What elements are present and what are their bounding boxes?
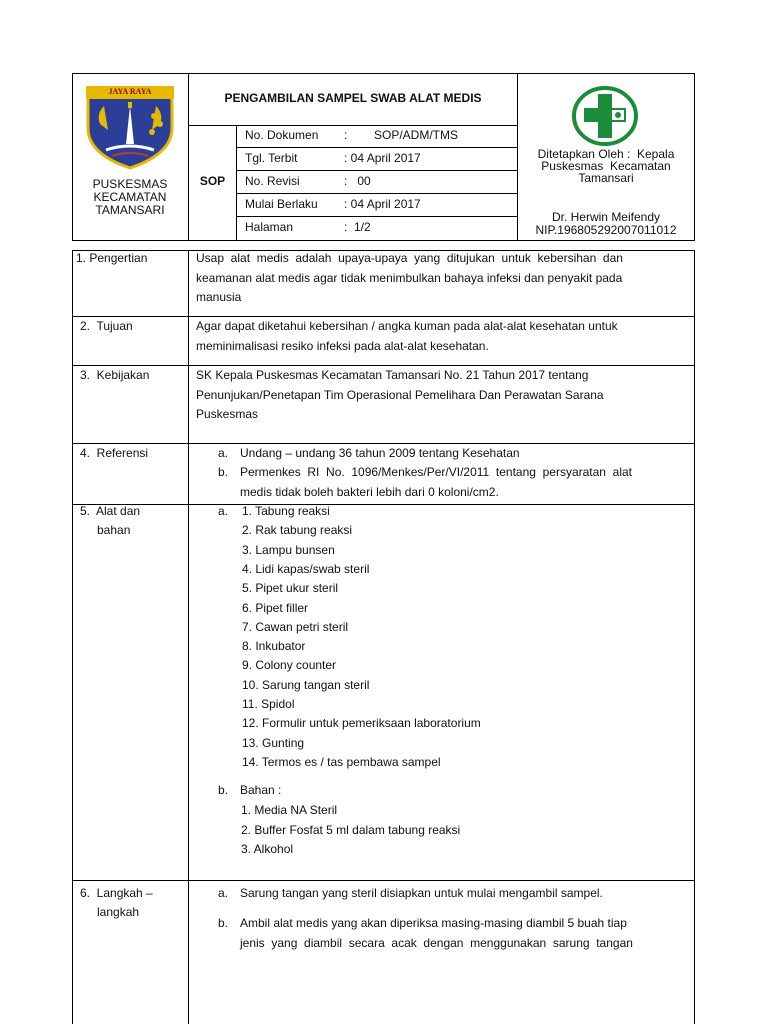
field-value: : 00 — [344, 174, 371, 188]
list-item: medis tidak boleh bakteri lebih dari 0 koloni/cm2. — [240, 485, 499, 499]
list-item: 8. Inkubator — [242, 639, 306, 654]
field-label: No. Dokumen — [245, 128, 319, 142]
list-marker: a. — [218, 886, 229, 900]
logo-banner-text: JAYA RAYA — [108, 87, 152, 96]
list-item: 11. Spidol — [242, 697, 295, 711]
body-line: Penunjukan/Penetapan Tim Operasional Pemelihara Dan Perawatan Sarana — [196, 387, 604, 402]
sop-label: SOP — [199, 174, 226, 188]
list-marker: b. — [218, 916, 229, 930]
approval-line: Tamansari — [578, 171, 634, 185]
list-item: 13. Gunting — [242, 735, 305, 750]
section-label-alat: bahan — [97, 523, 131, 537]
org-name-line: TAMANSARI — [95, 203, 165, 217]
field-value: : SOP/ADM/TMS — [344, 128, 459, 142]
field-value: : 04 April 2017 — [344, 151, 421, 165]
body-line: SK Kepala Puskesmas Kecamatan Tamansari No. 21 Tahun 2017 tentang — [196, 368, 589, 382]
list-item: 7. Cawan petri steril — [242, 619, 349, 634]
list-item: Sarung tangan yang steril disiapkan untuk mulai mengambil sampel. — [240, 886, 603, 900]
field-label: No. Revisi — [245, 174, 300, 188]
list-item: 5. Pipet ukur steril — [242, 581, 339, 596]
approval-line: Puskesmas Kecamatan — [541, 159, 671, 173]
body-line: meminimalisasi resiko infeksi pada alat-alat kesehatan. — [196, 338, 489, 353]
jaya-raya-logo — [82, 84, 178, 170]
body-line: Puskesmas — [196, 407, 259, 421]
org-name-line: PUSKESMAS — [92, 177, 168, 191]
list-item: Permenkes RI No. 1096/Menkes/Per/VI/2011 tentang persyaratan alat — [240, 465, 632, 479]
list-marker: a. — [218, 504, 229, 518]
list-marker: b. — [218, 783, 229, 797]
list-item: Undang – undang 36 tahun 2009 tentang Kesehatan — [240, 446, 520, 460]
section-label-referensi: 4. Referensi — [80, 446, 149, 460]
list-item: 1. Media NA Steril — [241, 803, 338, 817]
list-item: 10. Sarung tangan steril — [242, 677, 370, 692]
section-body-tujuan — [196, 317, 686, 356]
body-line: Usap alat medis adalah upaya-upaya yang ditujukan untuk kebersihan dan — [196, 251, 623, 265]
list-item: 6. Pipet filler — [242, 600, 309, 615]
section-label-langkah: 6. Langkah – — [80, 886, 153, 900]
list-marker: a. — [218, 446, 229, 460]
list-marker: b. — [218, 465, 229, 479]
section-label-tujuan: 2. Tujuan — [80, 319, 133, 333]
section-label-alat: 5. Alat dan — [80, 504, 141, 518]
list-item: 12. Formulir untuk pemeriksaan laboratorium — [242, 716, 481, 731]
list-item: 3. Alkohol — [241, 842, 294, 856]
field-value: : 04 April 2017 — [344, 197, 421, 211]
body-line: keamanan alat medis agar tidak menimbulkan bahaya infeksi dan penyakit pada — [196, 270, 623, 285]
section-label-pengertian: 1. Pengertian — [76, 251, 148, 265]
list-item: 2. Buffer Fosfat 5 ml dalam tabung reaksi — [241, 822, 461, 837]
section-body-kebijakan — [196, 366, 686, 425]
signer-nip: NIP.196805292007011012 — [535, 223, 677, 237]
list-item: 2. Rak tabung reaksi — [242, 523, 353, 538]
approval-block — [518, 148, 694, 184]
body-line: manusia — [196, 290, 242, 304]
org-name — [74, 178, 186, 217]
puskesmas-logo — [572, 86, 638, 146]
list-item: 14. Termos es / tas pembawa sampel — [242, 754, 441, 769]
list-item: jenis yang diambil secara acak dengan menggunakan sarung tangan — [240, 936, 633, 950]
list-item: 3. Lampu bunsen — [242, 542, 335, 557]
field-label: Halaman — [245, 220, 294, 234]
org-name-line: KECAMATAN — [93, 190, 167, 204]
section-body-pengertian — [196, 249, 686, 308]
bahan-title: Bahan : — [240, 783, 282, 797]
document-title: PENGAMBILAN SAMPEL SWAB ALAT MEDIS — [224, 91, 482, 105]
list-item: 4. Lidi kapas/swab steril — [242, 561, 370, 576]
section-label-langkah: langkah — [97, 905, 140, 919]
list-item: 9. Colony counter — [242, 658, 337, 673]
list-item: 1. Tabung reaksi — [242, 504, 330, 518]
list-item: Ambil alat medis yang akan diperiksa masing-masing diambil 5 buah tiap — [240, 916, 627, 930]
section-label-kebijakan: 3. Kebijakan — [80, 368, 150, 382]
body-line: Agar dapat diketahui kebersihan / angka kuman pada alat-alat kesehatan untuk — [196, 319, 618, 333]
field-value: : 1/2 — [344, 220, 371, 234]
approval-line: Ditetapkan Oleh : Kepala — [537, 147, 675, 161]
signer-name: Dr. Herwin Meifendy — [551, 210, 661, 224]
field-label: Tgl. Terbit — [245, 151, 298, 165]
field-label: Mulai Berlaku — [245, 197, 318, 211]
